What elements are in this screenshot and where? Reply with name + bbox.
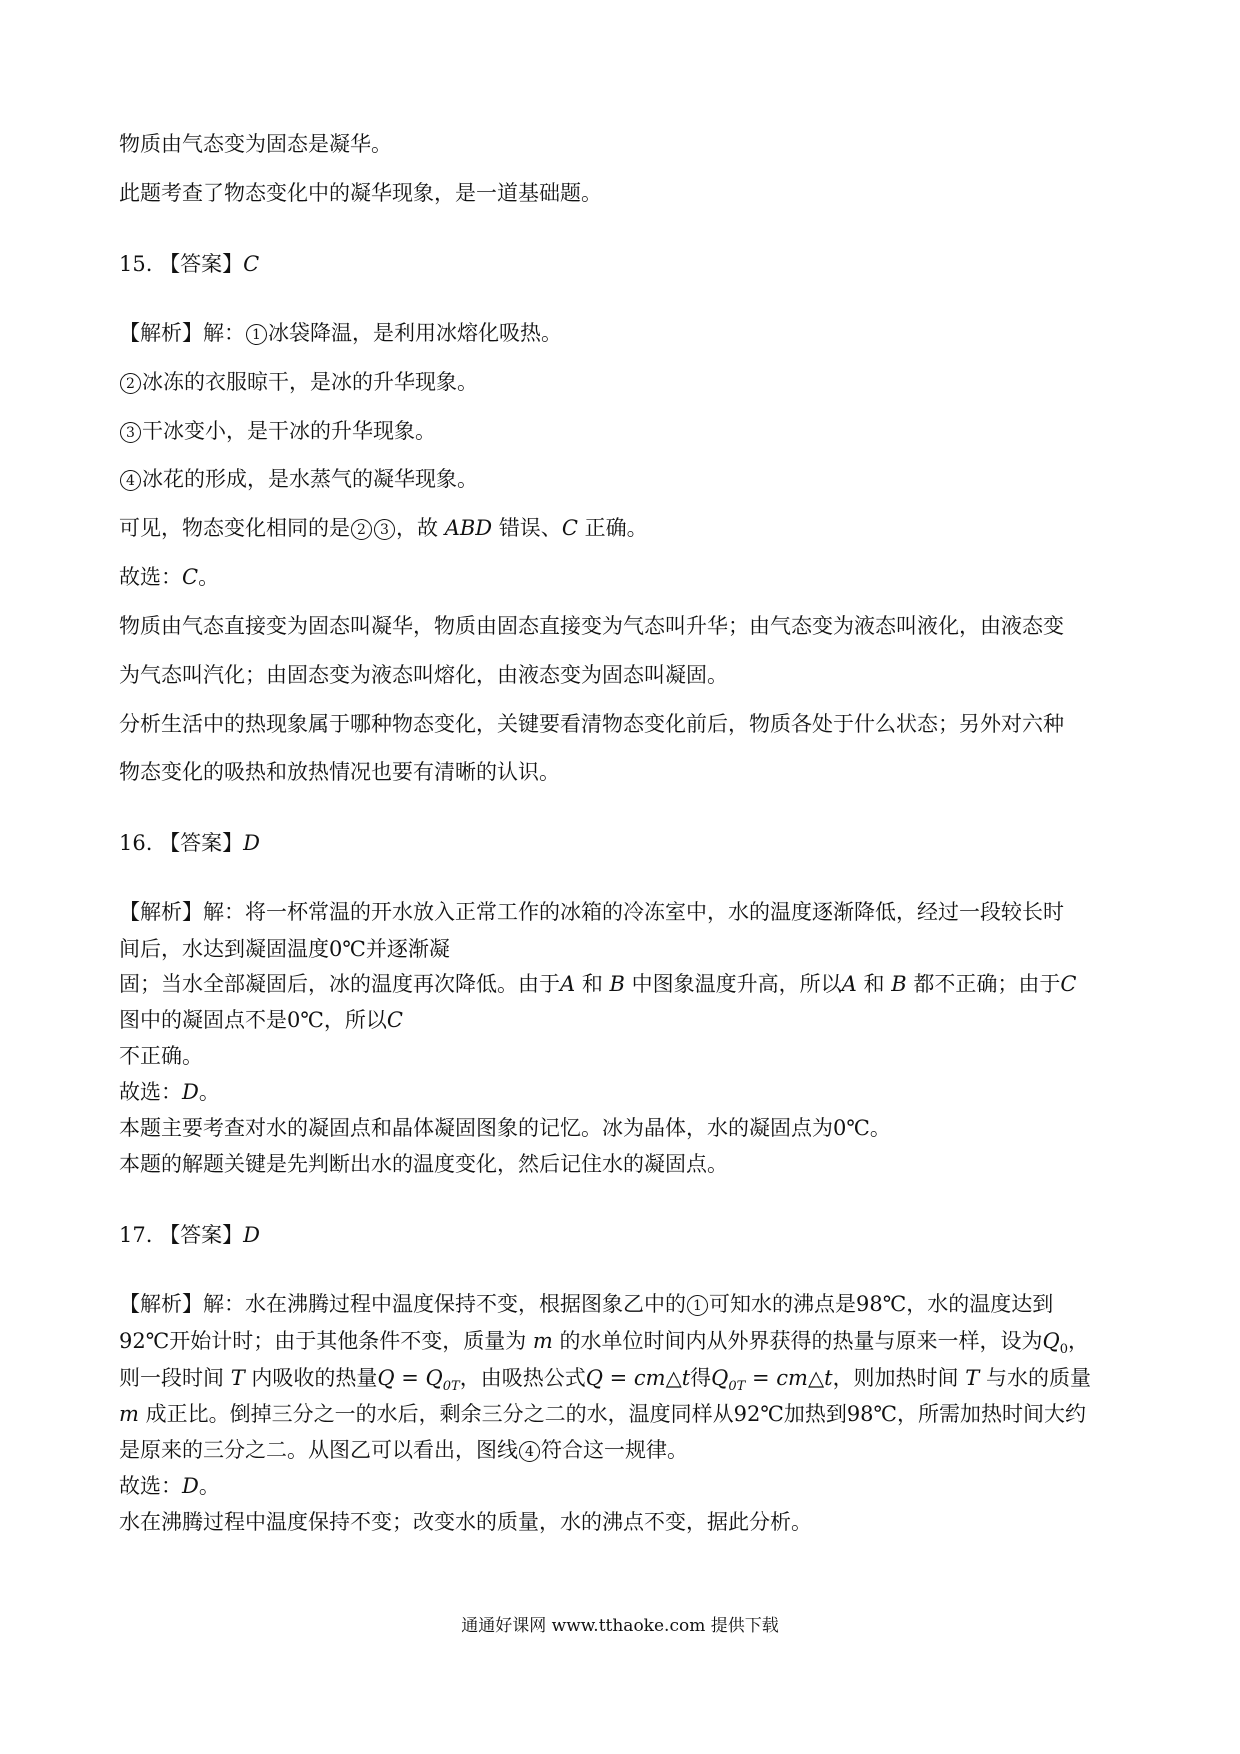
text-line: m 成正比。倒掉三分之一的水后，剩余三分之二的水，温度同样从92℃加热到98℃，所需加热时间大约 [119,1402,1087,1426]
circled-number: 4 [120,470,141,491]
answer-heading-17: 17. 【答案】D [119,1223,260,1247]
circled-number: 1 [687,1295,708,1316]
answer-heading-15: 15. 【答案】C [119,252,260,276]
text-line: 不正确。 [119,1044,203,1068]
circled-number: 3 [374,519,395,540]
text-line: 【解析】解：水在沸腾过程中温度保持不变，根据图象乙中的 1 可知水的沸点是98℃，水的温度达到 [119,1292,1054,1316]
text-line: 本题的解题关键是先判断出水的温度变化，然后记住水的凝固点。 [119,1152,728,1176]
page-footer: 通通好课网 www.tthaoke.com 提供下载 [461,1616,779,1636]
text-line: 【解析】解： 1 冰袋降温，是利用冰熔化吸热。 [119,321,562,345]
text-line: 则一段时间 T 内吸收的热量$Q = Q_{0T}$，由吸热公式Q = cm△t得$Q_{0T}$ = cm△t，则加热时间 T 与水的质量 [119,1366,1091,1395]
text-line: 间后，水达到凝固温度0℃并逐渐凝 [119,937,450,961]
text-line: 物态变化的吸热和放热情况也要有清晰的认识。 [119,760,560,784]
text-line: 【解析】解：将一杯常温的开水放入正常工作的冰箱的冷冻室中，水的温度逐渐降低，经过一段较长时 [119,900,1064,924]
circled-number: 1 [246,324,267,345]
answer-heading-16: 16. 【答案】D [119,831,260,855]
text-line: 固；当水全部凝固后，冰的温度再次降低。由于A 和 B 中图象温度升高，所以A 和 B 都不正确；由于C [119,972,1077,996]
text-line: 4 冰花的形成，是水蒸气的凝华现象。 [119,465,478,493]
text-line: 此题考查了物态变化中的凝华现象，是一道基础题。 [119,181,602,205]
circled-number: 2 [351,519,372,540]
text-line: 故选：D。 [119,1474,220,1498]
text-line: 本题主要考查对水的凝固点和晶体凝固图象的记忆。冰为晶体，水的凝固点为0℃。 [119,1116,891,1140]
circled-number: 4 [519,1441,540,1462]
text-line: 92℃开始计时；由于其他条件不变，质量为 m 的水单位时间内从外界获得的热量与原来一样，设为$Q_0$， [119,1329,1090,1358]
text-line: 水在沸腾过程中温度保持不变；改变水的质量，水的沸点不变，据此分析。 [119,1510,812,1534]
text-line: 3 干冰变小，是干冰的升华现象。 [119,417,436,445]
text-line: 可见，物态变化相同的是 2 3 ，故 ABD 错误、C 正确。 [119,516,648,540]
text-line: 故选：D。 [119,1080,220,1104]
text-line: 故选：C。 [119,565,220,589]
circled-number: 2 [120,373,141,394]
text-line: 是原来的三分之二。从图乙可以看出，图线 4 符合这一规律。 [119,1438,688,1462]
text-line: 分析生活中的热现象属于哪种物态变化，关键要看清物态变化前后，物质各处于什么状态；另外对六种 [119,712,1064,736]
text-line: 物质由气态直接变为固态叫凝华，物质由固态直接变为气态叫升华；由气态变为液态叫液化，由液态变 [119,614,1064,638]
circled-number: 3 [120,422,141,443]
text-line: 为气态叫汽化；由固态变为液态叫熔化，由液态变为固态叫凝固。 [119,663,728,687]
text-line: 图中的凝固点不是0℃，所以C [119,1008,403,1032]
text-line: 2 冰冻的衣服晾干，是冰的升华现象。 [119,368,478,396]
text-line: 物质由气态变为固态是凝华。 [119,132,392,156]
